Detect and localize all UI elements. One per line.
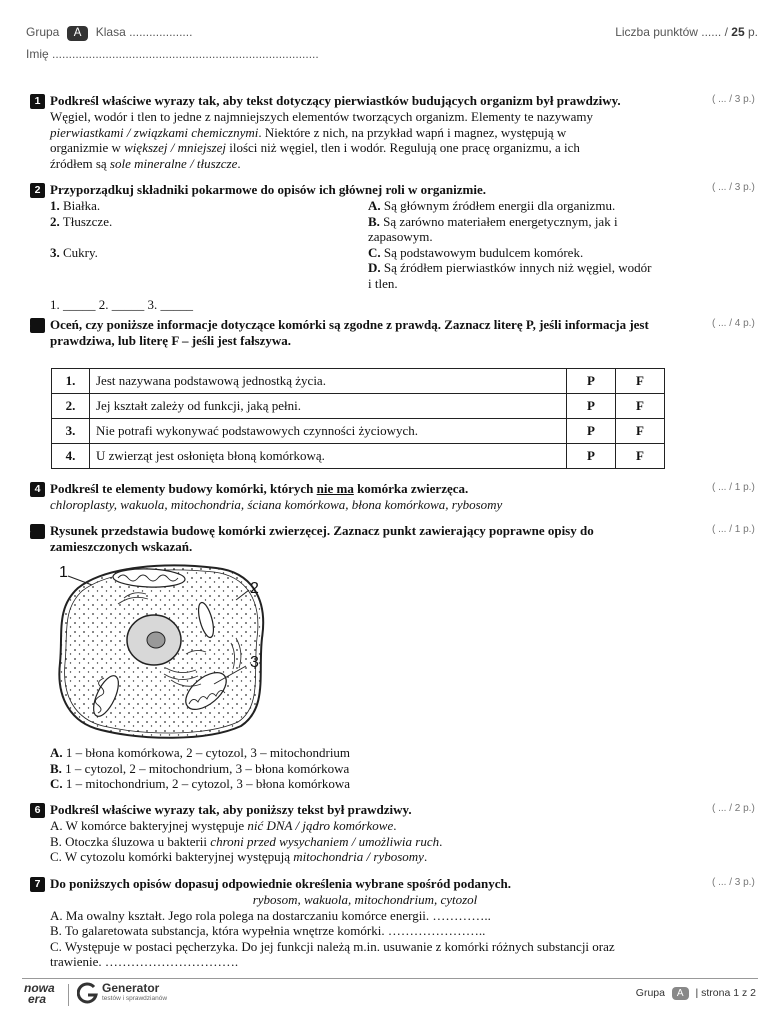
logo-divider bbox=[68, 984, 69, 1006]
table-row: 4. U zwierząt jest osłonięta błoną komórkową. P F bbox=[52, 444, 665, 469]
question-number: 3 bbox=[30, 318, 45, 333]
question-title: Podkreśl właściwe wyrazy tak, aby poniższy tekst był prawdziwy. bbox=[50, 802, 412, 817]
true-option[interactable]: P bbox=[567, 419, 616, 444]
points-label: Liczba punktów ...... / bbox=[615, 25, 728, 39]
question-number: 4 bbox=[30, 482, 45, 497]
generator-logo-icon bbox=[77, 982, 99, 1004]
list-item: C. Są podstawowym budulcem komórek. bbox=[368, 244, 584, 260]
choice-option[interactable]: chroni przed wysychaniem / umożliwia ruch bbox=[210, 833, 440, 849]
question-title: Do poniższych opisów dopasuj odpowiednie określenia wybrane spośród podanych. bbox=[50, 876, 511, 891]
term-list: rybosom, wakuola, mitochondrium, cytozol bbox=[252, 892, 478, 907]
question-1 bbox=[30, 93, 680, 171]
description-c[interactable]: C. Występuje w postaci pęcherzyka. Do jej funkcji należą m.in. usuwanie z komórki różnych substancji oraz bbox=[50, 938, 615, 954]
question-title: Przyporządkuj składniki pokarmowe do opisów ich głównej roli w organizmie. bbox=[50, 182, 487, 197]
points-q5: ( ... / 1 p.) bbox=[712, 524, 755, 535]
group-label: Grupa bbox=[26, 25, 60, 39]
header-group-class bbox=[26, 25, 192, 41]
cell-label-2: 2 bbox=[250, 580, 259, 597]
list-item: 2. Tłuszcze. bbox=[50, 213, 113, 229]
question-2 bbox=[30, 182, 680, 313]
question-title: Rysunek przedstawia budowę komórki zwierzęcej. Zaznacz punkt zawierający poprawne opisy do zamieszczonych wskazań. bbox=[50, 523, 594, 554]
answer-option[interactable]: B. 1 – cytozol, 2 – mitochondrium, 3 – błona komórkowa bbox=[50, 760, 350, 776]
question-number: 6 bbox=[30, 803, 45, 818]
false-option[interactable]: F bbox=[616, 444, 665, 469]
question-4: 4 Podkreśl te elementy budowy komórki, których nie ma komórka zwierzęca. chloroplasty, wakuola, mitochondria, ściana komórkowa, błona komórkowa, rybosomy bbox=[30, 481, 680, 513]
class-field[interactable]: Klasa ................... bbox=[95, 25, 193, 39]
footer-page-info: Grupa A | strona 1 z 2 bbox=[635, 987, 756, 999]
choice-option[interactable]: pierwiastkami / związkami chemicznymi bbox=[50, 124, 259, 140]
points-q7: ( ... / 3 p.) bbox=[712, 877, 755, 888]
list-item: 3. Cukry. bbox=[50, 244, 98, 260]
list-item: 1. Białka. bbox=[50, 198, 101, 213]
question-number: 5 bbox=[30, 524, 45, 539]
choice-option[interactable]: nić DNA / jądro komórkowe bbox=[247, 818, 394, 833]
list-item: D. Są źródłem pierwiastków innych niż węgiel, wodór i tlen. bbox=[368, 260, 652, 291]
cell-label-3: 3 bbox=[250, 654, 259, 671]
footer-divider bbox=[22, 978, 758, 979]
nowa-era-logo: nowa era bbox=[24, 981, 55, 1006]
choice-option[interactable]: większej / mniejszej bbox=[124, 140, 226, 155]
question-number: 1 bbox=[30, 94, 45, 109]
false-option[interactable]: F bbox=[616, 394, 665, 419]
false-option[interactable]: F bbox=[616, 369, 665, 394]
question-title: Oceń, czy poniższe informacje dotyczące komórki są zgodne z prawdą. Zaznacz literę P, jeśli informacja jest prawdziwa, lub literę F – jeśli jest fałszywa. bbox=[50, 317, 649, 348]
points-total: 25 bbox=[731, 25, 745, 39]
answer-blanks[interactable]: 1. _____ 2. _____ 3. _____ bbox=[50, 297, 193, 312]
points-suffix: p. bbox=[747, 25, 758, 39]
true-option[interactable]: P bbox=[567, 444, 616, 469]
false-option[interactable]: F bbox=[616, 419, 665, 444]
question-body: Węgiel, wodór i tlen to jedne z najmniejszych elementów tworzących organizm. Elementy te nazywamy pierwiastkami / związkami chemicznymi. Niektóre z nich, na przykład wapń i magnez, występują w organizmie w większej / mniejszej ilości niż węgiel, tlen i wodór. Regulują one pracę organizmu, a ich źródłem są sole mineralne / tłuszcze. bbox=[50, 109, 594, 171]
list-item: B. Są zarówno materiałem energetycznym, jak i zapasowym. bbox=[368, 213, 618, 244]
points-q4: ( ... / 1 p.) bbox=[712, 482, 755, 493]
table-row: 3. Nie potrafi wykonywać podstawowych czynności życiowych. P F bbox=[52, 419, 665, 444]
points-q2: ( ... / 3 p.) bbox=[712, 182, 755, 193]
question-5-answers bbox=[30, 745, 680, 792]
generator-logo: Generator testów i sprawdzianów bbox=[102, 981, 168, 1002]
table-row: 1. Jest nazywana podstawową jednostką życia. P F bbox=[52, 369, 665, 394]
table-row: 2. Jej kształt zależy od funkcji, jaką pełni. P F bbox=[52, 394, 665, 419]
question-number: 7 bbox=[30, 877, 45, 892]
question-title: Podkreśl właściwe wyrazy tak, aby tekst dotyczący pierwiastków budujących organizm był prawdziwy. bbox=[50, 93, 621, 108]
true-false-table bbox=[51, 368, 665, 469]
choice-option[interactable]: mitochondria / rybosomy bbox=[293, 849, 424, 864]
header-points bbox=[615, 25, 758, 39]
points-q6: ( ... / 2 p.) bbox=[712, 803, 755, 814]
choice-option[interactable]: sole mineralne / tłuszcze bbox=[109, 155, 238, 171]
element-options[interactable]: chloroplasty, wakuola, mitochondria, ściana komórkowa, błona komórkowa, rybosomy bbox=[50, 497, 503, 512]
description-b[interactable]: B. To galaretowata substancja, która wypełnia wnętrze komórki. ………………….. bbox=[50, 923, 486, 938]
question-number: 2 bbox=[30, 183, 45, 198]
question-6: 6 Podkreśl właściwe wyrazy tak, aby poniższy tekst był prawdziwy. A. W komórce bakteryjnej występuje nić DNA / jądro komórkowe. B. Otoczka śluzowa u bakterii chroni przed wysychaniem / umożliwia ruch. C. W cytozolu komórki bakteryjnej występują mitochondria / rybosomy. bbox=[30, 802, 680, 865]
question-5 bbox=[24, 523, 650, 555]
group-badge: A bbox=[67, 26, 89, 41]
answer-option[interactable]: C. 1 – mitochondrium, 2 – cytozol, 3 – błona komórkowa bbox=[50, 776, 351, 791]
name-field[interactable]: Imię ................................................................................ bbox=[26, 47, 319, 61]
answer-option[interactable]: A. 1 – błona komórkowa, 2 – cytozol, 3 – mitochondrium bbox=[50, 745, 351, 760]
true-option[interactable]: P bbox=[567, 394, 616, 419]
question-7: 7 Do poniższych opisów dopasuj odpowiednie określenia wybrane spośród podanych. rybosom, wakuola, mitochondrium, cytozol A. Ma owalny kształt. Jego rola polega na dostarczaniu komórce energii. ………….. B. To galaretowata substancja, która wypełnia wnętrze komórki. ………………….. C. Występuje w postaci pęcherzyka. Do jej funkcji należą m.in. usuwanie z komórki różnych substancji oraz trawienie. …………………………. bbox=[30, 876, 680, 970]
points-q3: ( ... / 4 p.) bbox=[712, 318, 755, 329]
points-q1: ( ... / 3 p.) bbox=[712, 94, 755, 105]
true-option[interactable]: P bbox=[567, 369, 616, 394]
description-a[interactable]: A. Ma owalny kształt. Jego rola polega na dostarczaniu komórce energii. ………….. bbox=[50, 907, 491, 923]
question-3 bbox=[24, 317, 650, 349]
cell-label-1: 1 bbox=[59, 564, 68, 581]
list-item: A. Są głównym źródłem energii dla organizmu. bbox=[368, 198, 616, 213]
